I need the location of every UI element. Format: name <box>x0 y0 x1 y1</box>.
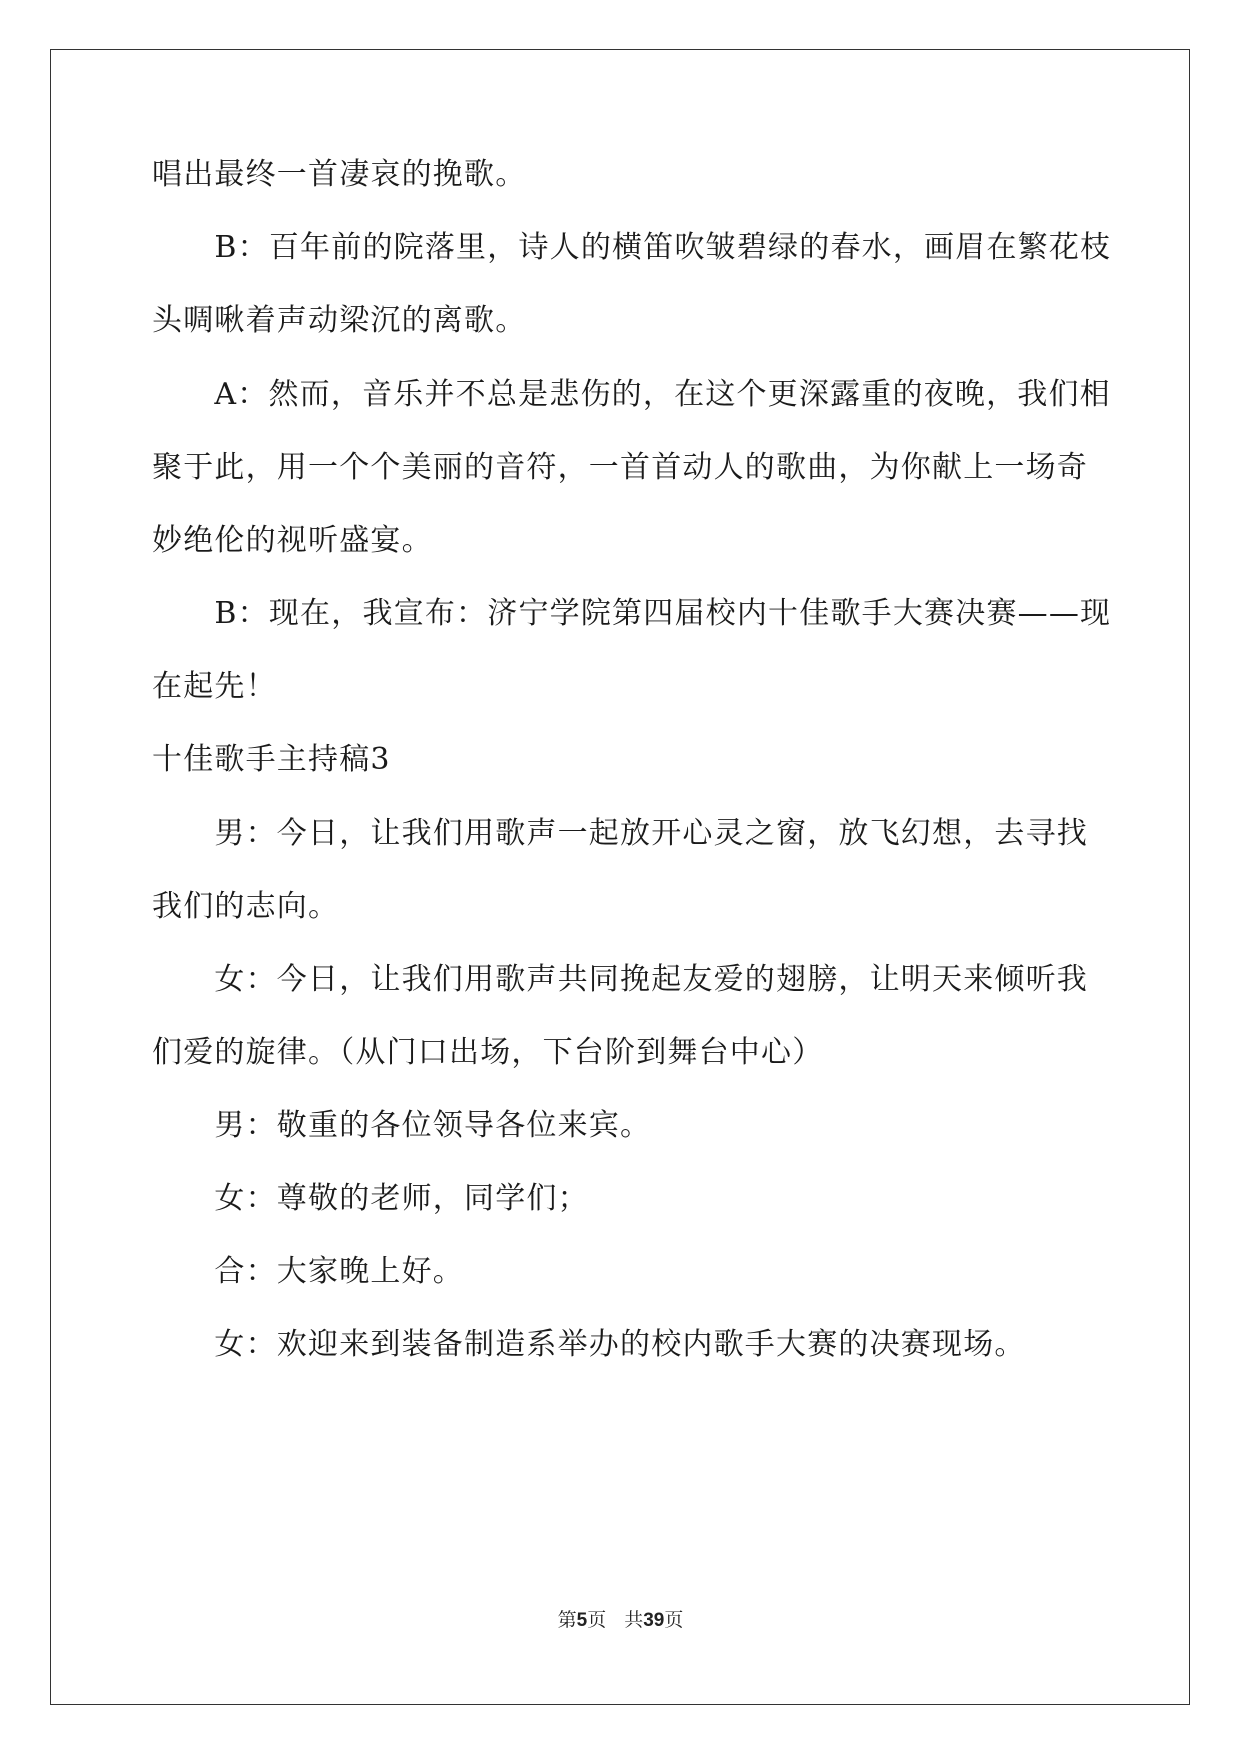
text-line: B：百年前的院落里，诗人的横笛吹皱碧绿的春水，画眉在繁花枝 <box>152 230 1112 265</box>
total-pages: 39 <box>643 1610 665 1631</box>
text-line: 在起先！ <box>152 669 277 704</box>
text-line: 唱出最终一首凄哀的挽歌。 <box>152 157 527 192</box>
text-line: 女：尊敬的老师，同学们； <box>152 1181 589 1216</box>
total-prefix: 共 <box>624 1609 644 1631</box>
section-heading: 十佳歌手主持稿3 <box>152 742 391 777</box>
text-line: 男：敬重的各位领导各位来宾。 <box>152 1108 652 1143</box>
text-line: 合：大家晚上好。 <box>152 1254 464 1289</box>
page-border <box>50 49 1190 1705</box>
text-line: 我们的志向。 <box>152 889 340 924</box>
total-suffix: 页 <box>664 1609 684 1631</box>
text-line: 头啁啾着声动梁沉的离歌。 <box>152 303 527 338</box>
page-suffix: 页 <box>587 1609 607 1631</box>
page-prefix: 第 <box>557 1609 577 1631</box>
page-number: 5 <box>576 1610 588 1631</box>
text-line: 男：今日，让我们用歌声一起放开心灵之窗，放飞幻想，去寻找 <box>152 816 1088 851</box>
text-line: 女：欢迎来到装备制造系举办的校内歌手大赛的决赛现场。 <box>152 1327 1026 1362</box>
text-line: B：现在，我宣布：济宁学院第四届校内十佳歌手大赛决赛——现 <box>152 596 1112 631</box>
page-footer <box>0 1605 1241 1632</box>
text-line: 女：今日，让我们用歌声共同挽起友爱的翅膀，让明天来倾听我 <box>152 962 1088 997</box>
text-line: 妙绝伦的视听盛宴。 <box>152 523 433 558</box>
text-line: 们爱的旋律。（从门口出场，下台阶到舞台中心） <box>152 1035 824 1070</box>
text-line: 聚于此，用一个个美丽的音符，一首首动人的歌曲，为你献上一场奇 <box>152 450 1088 485</box>
text-line: A：然而，音乐并不总是悲伤的，在这个更深露重的夜晚，我们相 <box>152 377 1111 412</box>
